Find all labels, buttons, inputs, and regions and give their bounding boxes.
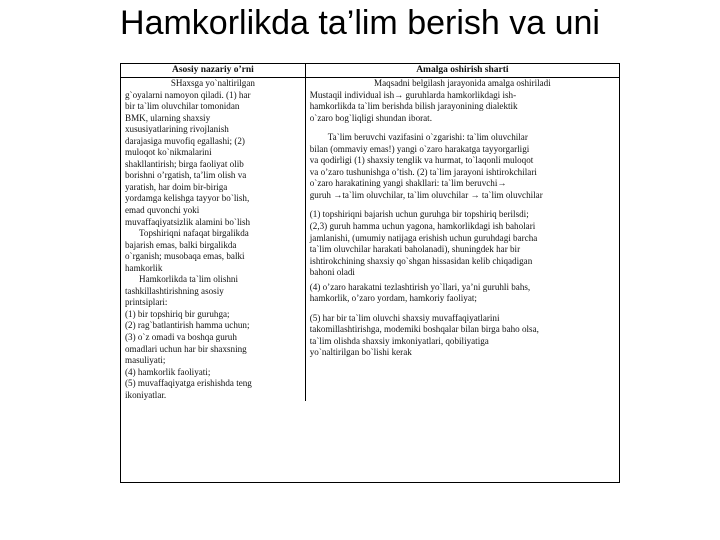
condition-line: yo`naltirilgan bo`lishi kerak	[309, 347, 412, 358]
condition-line: guruh →ta`lim oluvchilar, ta`lim oluvchilar → ta`lim oluvchilar	[309, 189, 543, 200]
theory-column	[121, 78, 305, 402]
theory-line: (5) muvaffaqiyatga erishishda teng	[125, 378, 252, 389]
theory-line: yordamga kelishga tayyor bo`lish,	[125, 193, 250, 204]
table-body-row	[121, 78, 619, 402]
condition-line: hamkorlik, o’zaro yordam, hamkoriy faoliyat;	[309, 293, 477, 304]
theory-line: bajarish emas, balki birgalikda	[125, 239, 237, 250]
header-theory: Asosiy nazariy o’rni	[121, 64, 305, 78]
table-header-row	[121, 64, 619, 78]
theory-line: darajasiga muvofiq egallashi; (2)	[125, 135, 245, 146]
condition-line: o`zaro harakatining yangi shakllari: ta`lim beruvchi→	[309, 178, 507, 189]
theory-line: printsiplari:	[125, 297, 168, 308]
header-condition: Amalga oshirish sharti	[305, 64, 619, 78]
theory-line: shakllantirish; birga faoliyat olib	[125, 158, 244, 169]
theory-line: ikoniyatlar.	[125, 389, 167, 400]
theory-line: muloqot ko`nikmalarini	[125, 147, 212, 158]
theory-line: borishni o’rgatish, ta’lim olish va	[125, 170, 247, 181]
condition-line: Ta`lim beruvchi vazifasini o`zgarishi: ta`lim oluvchilar	[327, 132, 528, 143]
theory-line: g`oyalarni namoyon qiladi. (1) har	[125, 89, 251, 100]
theory-line: SHaxsga yo`naltirilgan	[170, 78, 255, 88]
condition-column	[305, 78, 619, 402]
condition-line: ta`lim oluvchilar harakati baholanadi), shuningdek har bir	[309, 244, 521, 255]
theory-line: (2) rag`batlantirish hamma uchun;	[125, 320, 250, 331]
theory-line: BMK, ularning shaxsiy	[125, 112, 211, 123]
condition-line: (5) har bir ta`lim oluvchi shaxsiy muvaffaqiyatlarini	[309, 312, 500, 323]
condition-line: bahoni oladi	[309, 267, 355, 278]
theory-line: xususiyatlarining rivojlanish	[125, 124, 229, 135]
document-table	[121, 64, 619, 401]
condition-line: Maqsadni belgilash jarayonida amalga oshiriladi	[373, 78, 551, 88]
theory-line: emad quvonchi yoki	[125, 205, 200, 216]
condition-line: (2,3) guruh hamma uchun yagona, hamkorlikdagi ish baholari	[309, 221, 536, 232]
condition-line: hamkorlikda ta`lim berishda bilish jarayonining dialektik	[309, 101, 518, 112]
condition-line: ishtirokchining shaxsiy qo`shgan hissasidan kelib chiqadigan	[309, 255, 533, 266]
condition-line: (1) topshiriqni bajarish uchun guruhga bir topshiriq berilsdi;	[309, 209, 529, 220]
slide-title: Hamkorlikda ta’lim berish va uni	[120, 4, 600, 42]
theory-line: (4) hamkorlik faoliyati;	[125, 366, 211, 377]
theory-line: (1) bir topshiriq bir guruhga;	[125, 308, 230, 319]
condition-line: Mustaqil individual ish→ guruhlarda hamkorlikdagi ish-	[309, 89, 517, 100]
document-table-frame	[120, 63, 620, 483]
theory-line: tashkillashtirishning asosiy	[125, 285, 224, 296]
condition-line: (4) o’zaro harakatni tezlashtirish yo`llari, ya’ni guruhli bahs,	[309, 281, 531, 292]
theory-line: yaratish, har doim bir-biriga	[125, 181, 228, 192]
condition-line: jamlanishi, (umumiy natijaga erishish uchun guruhdagi barcha	[309, 232, 538, 243]
theory-line: masuliyati;	[125, 355, 166, 366]
theory-line: hamkorlik	[125, 262, 163, 273]
condition-line: o`zaro bog`liqligi shundan iborat.	[309, 112, 432, 123]
condition-line: ta`lim olishda shaxsiy imkoniyatlari, qobiliyatiga	[309, 335, 489, 346]
theory-line: Hamkorlikda ta`lim olishni	[139, 274, 239, 285]
condition-line: takomillashtirishga, modemiki boshqalar bilan birga baho olsa,	[309, 324, 539, 335]
theory-line: Topshiriqni nafaqat birgalikda	[139, 228, 249, 239]
theory-line: omadlari uchun har bir shaxsning	[125, 343, 247, 354]
condition-line: va o’zaro tushunishga o’tish. (2) ta`lim jarayoni ishtirokchilari	[309, 166, 537, 177]
condition-line: bilan (ommaviy emas!) yangi o`zaro harakatga tayyorgarligi	[309, 143, 530, 154]
theory-line: (3) o`z omadi va boshqa guruh	[125, 332, 237, 343]
theory-line: muvaffaqiyatsizlik alamini bo`lish	[125, 216, 251, 227]
theory-line: bir ta`lim oluvchilar tomonidan	[125, 101, 240, 112]
theory-line: o`rganish; musobaqa emas, balki	[125, 251, 245, 262]
condition-line: va qodirligi (1) shaxsiy tenglik va hurmat, to`laqonli muloqot	[309, 155, 534, 166]
